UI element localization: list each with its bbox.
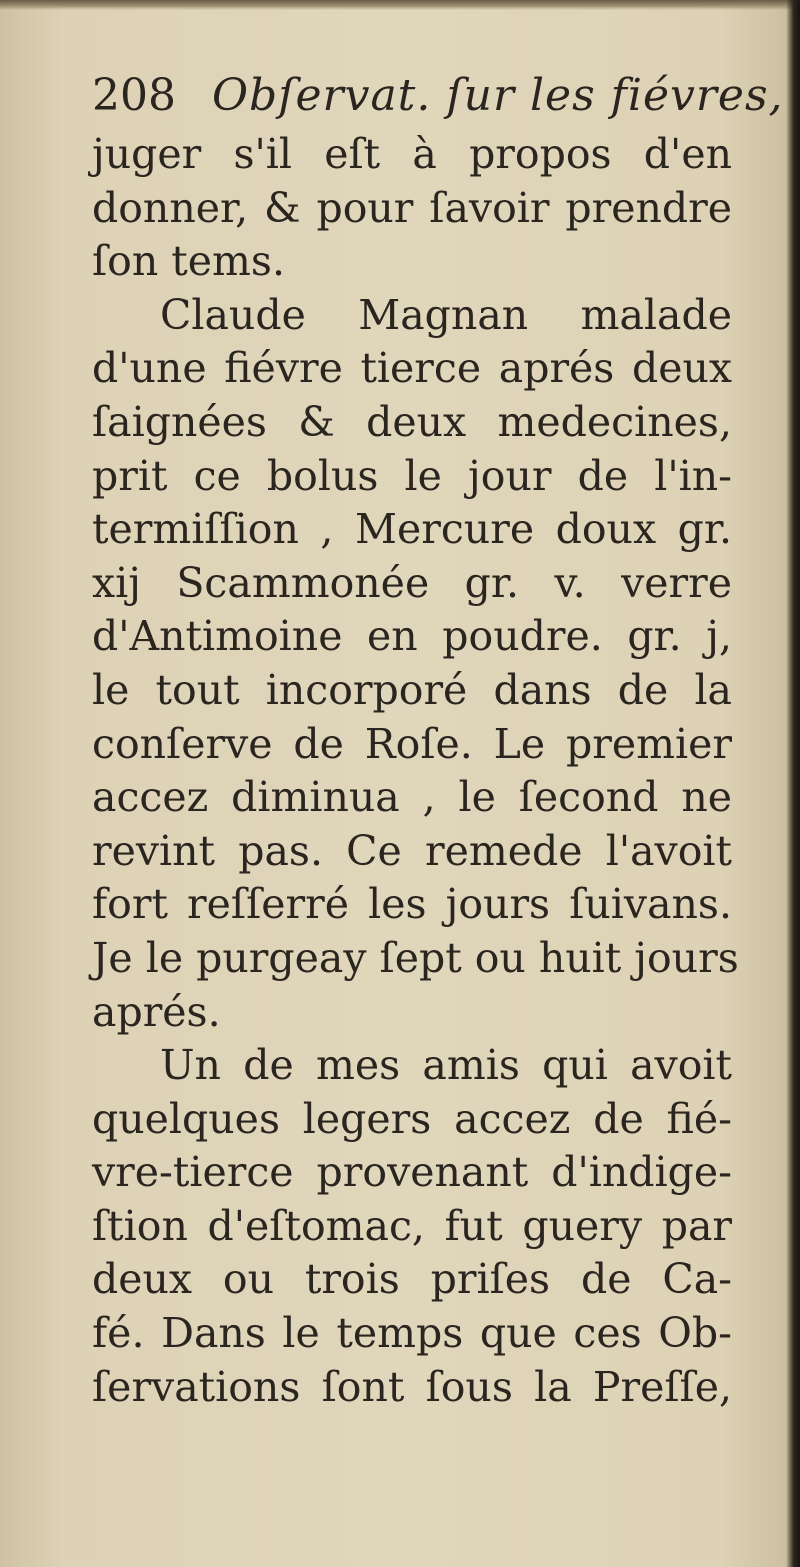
text-line: prit ce bolus le jour de l'in- [92,451,732,500]
running-title: Obſervat. ſur les fiévres, [211,70,784,121]
text-line: conſerve de Roſe. Le premier [92,719,732,768]
text-line: Je le purgeay ſept ou huit jours [92,933,739,982]
text-line: le tout incorporé dans de la [92,665,732,714]
page-number: 208 [92,70,176,121]
text-line: fé. Dans le temps que ces Ob- [92,1309,732,1358]
text-line: ſaignées & deux medecines, [92,397,732,446]
text-line: fort reſſerré les jours ſuivans. [92,880,732,929]
page-top-edge [0,0,800,10]
text-line: d'une fiévre tierce aprés deux [92,344,732,393]
text-line: deux ou trois priſes de Ca- [92,1255,732,1304]
text-line: ſtion d'eſtomac, fut guery par [92,1201,732,1250]
text-line: revint pas. Ce remede l'avoit [92,826,732,875]
text-line: vre-tierce provenant d'indige- [92,1148,732,1197]
text-line: aprés. [92,987,221,1036]
text-line: donner, & pour ſavoir prendre [92,183,732,232]
text-line: Claude Magnan malade [160,290,732,339]
text-line: ſervations ſont ſous la Preſſe, [92,1362,732,1411]
page-binding-edge [786,0,800,1567]
text-line: quelques legers accez de fié- [92,1094,732,1143]
text-line: xij Scammonée gr. v. verre [92,558,732,607]
text-line: ſon tems. [92,237,285,286]
body-text [92,128,739,1414]
text-line: Un de mes amis qui avoit [160,1041,732,1090]
text-line: accez diminua , le ſecond ne [92,773,732,822]
text-line: d'Antimoine en poudre. gr. j, [92,612,732,661]
running-head [92,70,784,121]
text-line: termiſſion , Mercure doux gr. [92,505,732,554]
text-line: juger s'il eſt à propos d'en [92,130,732,178]
